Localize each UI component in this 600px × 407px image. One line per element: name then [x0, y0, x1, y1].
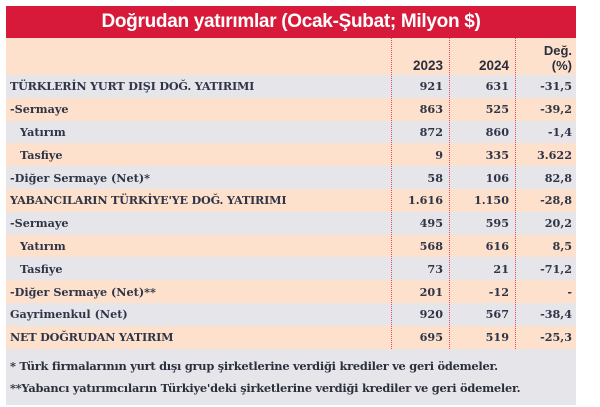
value-change: 20,2 — [544, 216, 572, 231]
row-label: -Sermaye — [10, 102, 69, 117]
value-2024: 21 — [493, 261, 509, 276]
value-change: 82,8 — [544, 170, 572, 185]
row-label: -Diğer Sermaye (Net)** — [10, 284, 156, 299]
table-row — [6, 257, 576, 280]
value-2023: 872 — [419, 124, 443, 139]
value-2024: 106 — [485, 170, 509, 185]
header-change-line2: (%) — [551, 58, 572, 73]
table-row — [6, 98, 576, 121]
value-2024: 335 — [485, 147, 509, 162]
value-change: -31,5 — [540, 79, 572, 94]
table-row — [6, 75, 576, 98]
table-row — [6, 189, 576, 212]
column-separator — [515, 38, 516, 349]
column-separator — [449, 38, 450, 349]
value-2023: 695 — [419, 330, 443, 345]
value-change: -28,8 — [540, 193, 572, 208]
header-change — [515, 43, 576, 73]
table-row — [6, 280, 576, 303]
header-change-line1: Değ. — [543, 43, 572, 58]
value-2023: 568 — [419, 238, 443, 253]
footnote-2: **Yabancı yatırımcıların Türkiye'deki şirketlerine verdiği krediler ve geri ödemeler. — [10, 380, 521, 395]
value-2023: 73 — [427, 261, 443, 276]
value-2024: 519 — [485, 330, 509, 345]
value-2023: 863 — [419, 102, 443, 117]
row-label: Tasfiye — [20, 147, 63, 162]
table-grid — [6, 38, 576, 349]
value-2024: 1.150 — [473, 193, 509, 208]
value-2024: 616 — [485, 238, 509, 253]
row-label: YABANCILARIN TÜRKİYE'YE DOĞ. YATIRIMI — [10, 193, 287, 208]
row-label: Tasfiye — [20, 261, 63, 276]
table-row — [6, 166, 576, 189]
table-row — [6, 235, 576, 258]
value-2024: 567 — [485, 307, 509, 322]
column-separator — [391, 38, 392, 349]
value-change: - — [567, 284, 572, 299]
header-2023: 2023 — [412, 58, 443, 73]
value-2023: 921 — [419, 79, 443, 94]
header-2024: 2024 — [478, 58, 509, 73]
value-2023: 495 — [419, 216, 443, 231]
row-label: Gayrimenkul (Net) — [10, 307, 128, 322]
table-title: Doğrudan yatırımlar (Ocak-Şubat; Milyon $) — [6, 6, 576, 38]
row-label: -Diğer Sermaye (Net)* — [10, 170, 150, 185]
value-2024: 631 — [485, 79, 509, 94]
value-change: -38,4 — [540, 307, 572, 322]
table-row — [6, 121, 576, 144]
table-row — [6, 143, 576, 166]
table-header-row — [6, 38, 576, 75]
value-change: 3.622 — [536, 147, 572, 162]
value-change: 8,5 — [552, 238, 572, 253]
value-2024: 860 — [485, 124, 509, 139]
value-change: -1,4 — [547, 124, 572, 139]
value-change: -25,3 — [540, 330, 572, 345]
table-row — [6, 303, 576, 326]
row-label: TÜRKLERİN YURT DIŞI DOĞ. YATIRIMI — [10, 79, 255, 94]
footnotes — [6, 349, 576, 405]
value-2023: 1.616 — [407, 193, 443, 208]
value-2023: 920 — [419, 307, 443, 322]
value-2024: -12 — [488, 284, 509, 299]
row-label: -Sermaye — [10, 216, 69, 231]
value-2023: 9 — [435, 147, 443, 162]
direct-investment-table — [6, 6, 576, 405]
table-row — [6, 326, 576, 349]
value-2024: 525 — [485, 102, 509, 117]
value-2023: 201 — [419, 284, 443, 299]
row-label: Yatırım — [20, 124, 66, 139]
value-change: -39,2 — [540, 102, 572, 117]
table-row — [6, 212, 576, 235]
footnote-1: * Türk firmalarının yurt dışı grup şirketlerine verdiği krediler ve geri ödemeler. — [10, 358, 498, 373]
value-2024: 595 — [485, 216, 509, 231]
value-change: -71,2 — [540, 261, 572, 276]
row-label: Yatırım — [20, 238, 66, 253]
row-label: NET DOĞRUDAN YATIRIM — [10, 330, 174, 345]
value-2023: 58 — [427, 170, 443, 185]
